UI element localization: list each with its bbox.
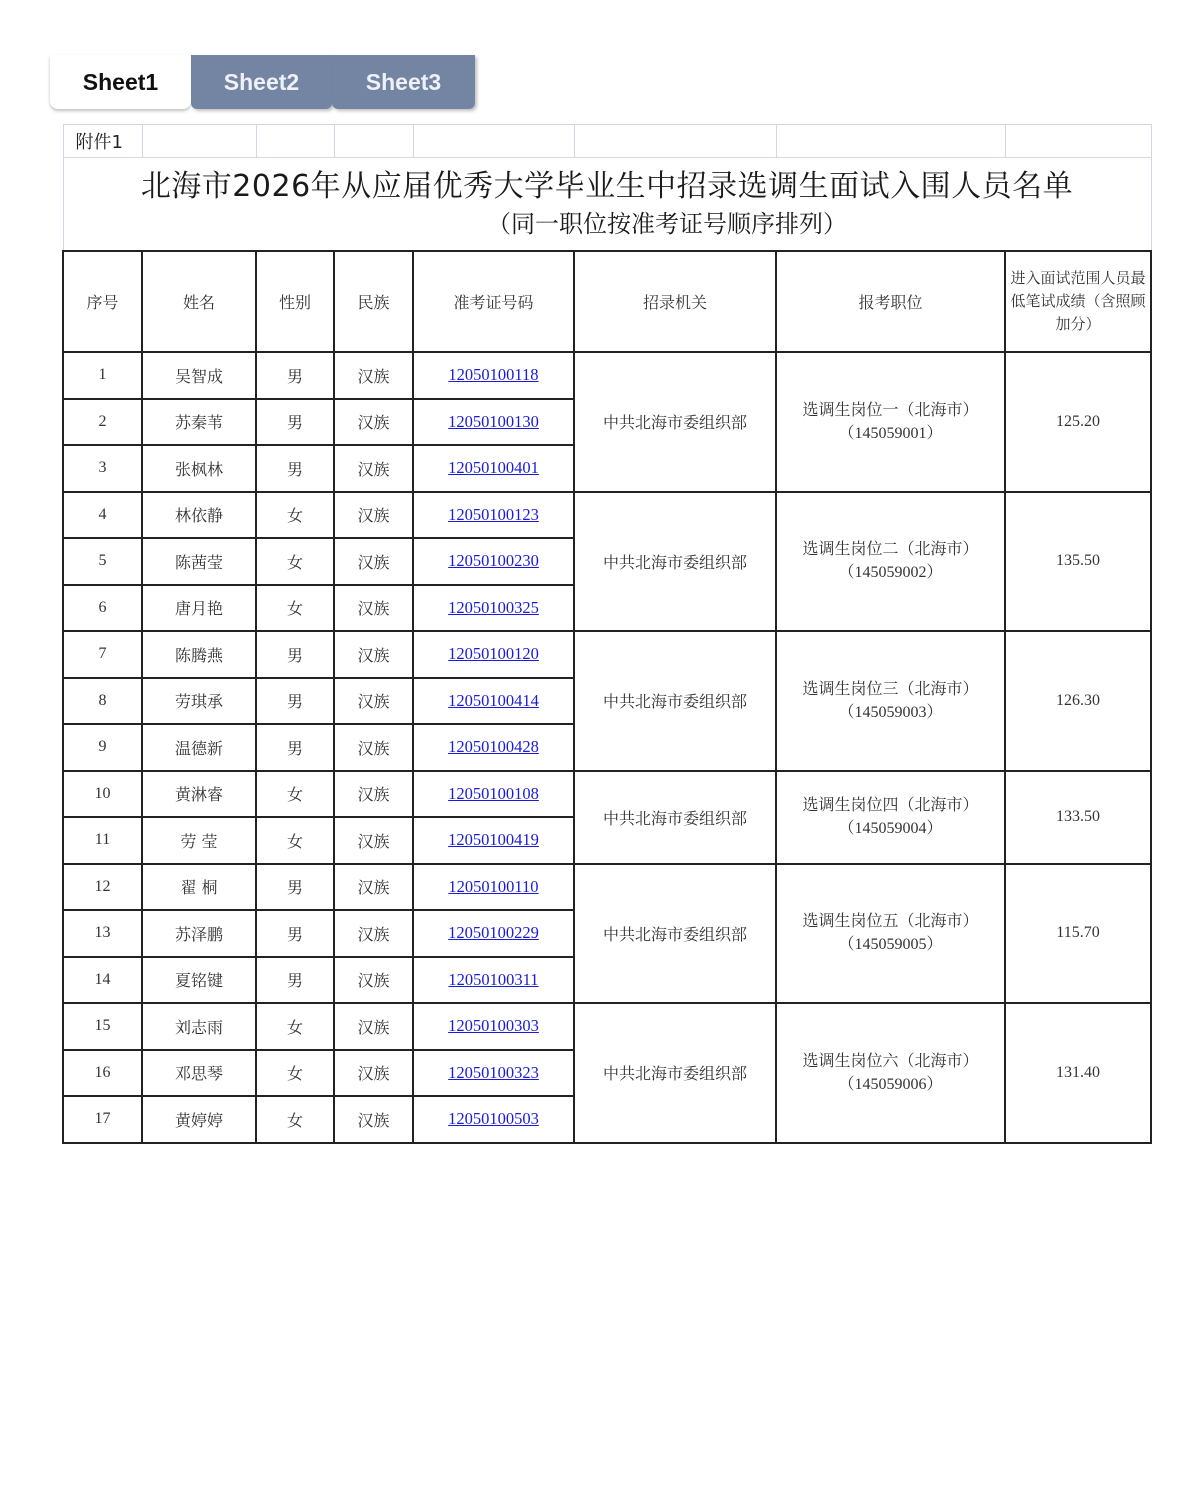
cell-exam-id[interactable] (413, 910, 574, 957)
exam-id-link[interactable]: 12050100110 (448, 876, 539, 896)
header-agency[interactable]: 招录机关 (574, 251, 776, 352)
title-cell[interactable] (63, 158, 1151, 252)
cell-agency[interactable]: 中共北海市委组织部 (574, 1003, 776, 1143)
cell-name[interactable]: 苏秦苇 (142, 399, 256, 446)
cell-name[interactable]: 邓思琴 (142, 1050, 256, 1097)
cell-no[interactable]: 17 (63, 1096, 142, 1143)
cell-gender[interactable]: 女 (256, 771, 334, 818)
exam-id-link[interactable]: 12050100303 (448, 1016, 539, 1036)
cell-position[interactable] (776, 864, 1005, 1004)
exam-id-link[interactable]: 12050100325 (448, 597, 539, 617)
tab-sheet2[interactable]: Sheet2 (191, 55, 332, 109)
cell-gender[interactable]: 男 (256, 957, 334, 1004)
cell-ethnicity[interactable]: 汉族 (334, 399, 413, 446)
cell-name[interactable]: 劳琪承 (142, 678, 256, 725)
exam-id-link[interactable]: 12050100123 (448, 504, 539, 524)
header-gender[interactable]: 性别 (256, 251, 334, 352)
position-code: （145059001） (838, 424, 943, 442)
cell-min-score[interactable]: 133.50 (1005, 771, 1151, 864)
cell-gender[interactable]: 男 (256, 445, 334, 492)
cell-name[interactable]: 苏泽鹏 (142, 910, 256, 957)
cell-ethnicity[interactable]: 汉族 (334, 771, 413, 818)
exam-id-link[interactable]: 12050100414 (448, 690, 539, 710)
cell-ethnicity[interactable]: 汉族 (334, 724, 413, 771)
position-name: 选调生岗位六（北海市） (802, 1050, 979, 1070)
attachment-label[interactable]: 附件1 (63, 125, 142, 158)
cell-name[interactable]: 黄婷婷 (142, 1096, 256, 1143)
cell-no[interactable]: 14 (63, 957, 142, 1004)
cell-ethnicity[interactable]: 汉族 (334, 631, 413, 678)
cell-agency[interactable]: 中共北海市委组织部 (574, 631, 776, 771)
tab-sheet3[interactable]: Sheet3 (332, 55, 475, 109)
position-name: 选调生岗位一（北海市） (802, 399, 979, 419)
cell-gender[interactable]: 女 (256, 585, 334, 632)
cell-exam-id[interactable] (413, 1096, 574, 1143)
table-row (63, 492, 1151, 539)
exam-id-link[interactable]: 12050100419 (448, 830, 539, 850)
cell-ethnicity[interactable]: 汉族 (334, 1003, 413, 1050)
cell-gender[interactable]: 女 (256, 1096, 334, 1143)
cell-name[interactable]: 夏铭键 (142, 957, 256, 1004)
exam-id-link[interactable]: 12050100230 (448, 551, 539, 571)
table-row (63, 864, 1151, 911)
header-name[interactable]: 姓名 (142, 251, 256, 352)
cell-exam-id[interactable] (413, 1050, 574, 1097)
cell-name[interactable]: 温德新 (142, 724, 256, 771)
position-name: 选调生岗位三（北海市） (802, 678, 979, 698)
cell-no[interactable]: 12 (63, 864, 142, 911)
document-subtitle: （同一职位按准考证号顺序排列） (487, 210, 847, 238)
cell-no[interactable]: 7 (63, 631, 142, 678)
cell-gender[interactable]: 男 (256, 631, 334, 678)
cell-exam-id[interactable] (413, 1003, 574, 1050)
cell-ethnicity[interactable]: 汉族 (334, 957, 413, 1004)
cell-name[interactable]: 劳 莹 (142, 817, 256, 864)
header-exam-id[interactable]: 准考证号码 (413, 251, 574, 352)
exam-id-link[interactable]: 12050100323 (448, 1062, 539, 1082)
cell-exam-id[interactable] (413, 864, 574, 911)
exam-id-link[interactable]: 12050100401 (448, 458, 539, 478)
cell-name[interactable]: 陈腾燕 (142, 631, 256, 678)
cell-no[interactable]: 5 (63, 538, 142, 585)
empty-cell[interactable] (574, 125, 776, 158)
exam-id-link[interactable]: 12050100311 (448, 969, 539, 989)
cell-gender[interactable]: 男 (256, 724, 334, 771)
cell-exam-id[interactable] (413, 352, 574, 399)
position-code: （145059003） (838, 703, 943, 721)
cell-ethnicity[interactable]: 汉族 (334, 492, 413, 539)
cell-no[interactable]: 3 (63, 445, 142, 492)
empty-cell[interactable] (142, 125, 256, 158)
position-code: （145059005） (838, 936, 943, 954)
cell-no[interactable]: 10 (63, 771, 142, 818)
table-row (63, 771, 1151, 818)
cell-exam-id[interactable] (413, 585, 574, 632)
cell-agency[interactable]: 中共北海市委组织部 (574, 771, 776, 864)
position-code: （145059004） (838, 820, 943, 837)
exam-id-link[interactable]: 12050100118 (448, 365, 539, 385)
cell-agency[interactable]: 中共北海市委组织部 (574, 492, 776, 632)
cell-min-score[interactable]: 115.70 (1005, 864, 1151, 1004)
table-row (63, 352, 1151, 399)
cell-no[interactable]: 2 (63, 399, 142, 446)
cell-gender[interactable]: 女 (256, 538, 334, 585)
empty-cell[interactable] (776, 125, 1005, 158)
table-row (63, 631, 1151, 678)
cell-position[interactable] (776, 492, 1005, 632)
position-name: 选调生岗位五（北海市） (802, 911, 979, 931)
cell-name[interactable]: 刘志雨 (142, 1003, 256, 1050)
cell-position[interactable] (776, 352, 1005, 492)
tab-sheet1[interactable]: Sheet1 (50, 55, 191, 109)
empty-cell[interactable] (1005, 125, 1151, 158)
title-row (63, 158, 1151, 252)
exam-id-link[interactable]: 12050100130 (448, 411, 539, 431)
cell-ethnicity[interactable]: 汉族 (334, 678, 413, 725)
exam-id-link[interactable]: 12050100229 (448, 923, 539, 943)
cell-ethnicity[interactable]: 汉族 (334, 910, 413, 957)
empty-cell[interactable] (413, 125, 574, 158)
cell-position[interactable] (776, 771, 1005, 864)
cell-no[interactable]: 13 (63, 910, 142, 957)
cell-gender[interactable]: 女 (256, 492, 334, 539)
cell-no[interactable]: 16 (63, 1050, 142, 1097)
position-code: （145059006） (838, 1075, 943, 1093)
header-ethnicity[interactable]: 民族 (334, 251, 413, 352)
header-row (63, 251, 1151, 352)
cell-name[interactable]: 林依静 (142, 492, 256, 539)
cell-ethnicity[interactable]: 汉族 (334, 352, 413, 399)
cell-ethnicity[interactable]: 汉族 (334, 585, 413, 632)
cell-name[interactable]: 翟 桐 (142, 864, 256, 911)
cell-gender[interactable]: 女 (256, 817, 334, 864)
exam-id-link[interactable]: 12050100428 (448, 737, 539, 757)
cell-min-score[interactable]: 135.50 (1005, 492, 1151, 632)
cell-exam-id[interactable] (413, 538, 574, 585)
table-row (63, 1003, 1151, 1050)
cell-ethnicity[interactable]: 汉族 (334, 538, 413, 585)
cell-exam-id[interactable] (413, 399, 574, 446)
cell-name[interactable]: 黄淋睿 (142, 771, 256, 818)
cell-no[interactable]: 1 (63, 352, 142, 399)
cell-gender[interactable]: 男 (256, 678, 334, 725)
cell-exam-id[interactable] (413, 678, 574, 725)
header-position[interactable]: 报考职位 (776, 251, 1005, 352)
cell-exam-id[interactable] (413, 492, 574, 539)
cell-gender[interactable]: 男 (256, 352, 334, 399)
position-name: 选调生岗位二（北海市） (802, 539, 979, 559)
cell-gender[interactable]: 男 (256, 910, 334, 957)
exam-id-link[interactable]: 12050100503 (448, 1109, 539, 1129)
cell-no[interactable]: 4 (63, 492, 142, 539)
position-name: 选调生岗位四（北海市） (802, 795, 979, 814)
cell-exam-id[interactable] (413, 771, 574, 818)
cell-min-score[interactable]: 126.30 (1005, 631, 1151, 771)
cell-name[interactable]: 陈茜莹 (142, 538, 256, 585)
sheet-tab-bar (50, 55, 475, 109)
cell-gender[interactable]: 男 (256, 399, 334, 446)
cell-no[interactable]: 9 (63, 724, 142, 771)
header-no[interactable]: 序号 (63, 251, 142, 352)
spreadsheet-grid (62, 124, 1152, 1144)
cell-no[interactable]: 11 (63, 817, 142, 864)
cell-ethnicity[interactable]: 汉族 (334, 445, 413, 492)
cell-name[interactable]: 张枫林 (142, 445, 256, 492)
document-title: 北海市2026年从应届优秀大学毕业生中招录选调生面试入围人员名单 (140, 169, 1074, 204)
cell-gender[interactable]: 女 (256, 1050, 334, 1097)
cell-agency[interactable]: 中共北海市委组织部 (574, 352, 776, 492)
cell-agency[interactable]: 中共北海市委组织部 (574, 864, 776, 1004)
cell-position[interactable] (776, 1003, 1005, 1143)
cell-name[interactable]: 唐月艳 (142, 585, 256, 632)
cell-ethnicity[interactable]: 汉族 (334, 864, 413, 911)
attachment-row (63, 125, 1151, 158)
cell-name[interactable]: 吴智成 (142, 352, 256, 399)
empty-cell[interactable] (256, 125, 334, 158)
cell-min-score[interactable]: 125.20 (1005, 352, 1151, 492)
cell-exam-id[interactable] (413, 631, 574, 678)
cell-exam-id[interactable] (413, 445, 574, 492)
empty-cell[interactable] (334, 125, 413, 158)
cell-ethnicity[interactable]: 汉族 (334, 1096, 413, 1143)
cell-gender[interactable]: 女 (256, 1003, 334, 1050)
exam-id-link[interactable]: 12050100108 (448, 783, 539, 803)
header-min-score[interactable]: 进入面试范围人员最低笔试成绩（含照顾加分） (1005, 251, 1151, 352)
cell-no[interactable]: 6 (63, 585, 142, 632)
cell-ethnicity[interactable]: 汉族 (334, 817, 413, 864)
position-code: （145059002） (838, 564, 943, 582)
exam-id-link[interactable]: 12050100120 (448, 644, 539, 664)
cell-exam-id[interactable] (413, 957, 574, 1004)
cell-ethnicity[interactable]: 汉族 (334, 1050, 413, 1097)
cell-gender[interactable]: 男 (256, 864, 334, 911)
cell-no[interactable]: 15 (63, 1003, 142, 1050)
cell-no[interactable]: 8 (63, 678, 142, 725)
cell-exam-id[interactable] (413, 817, 574, 864)
cell-position[interactable] (776, 631, 1005, 771)
cell-exam-id[interactable] (413, 724, 574, 771)
cell-min-score[interactable]: 131.40 (1005, 1003, 1151, 1143)
